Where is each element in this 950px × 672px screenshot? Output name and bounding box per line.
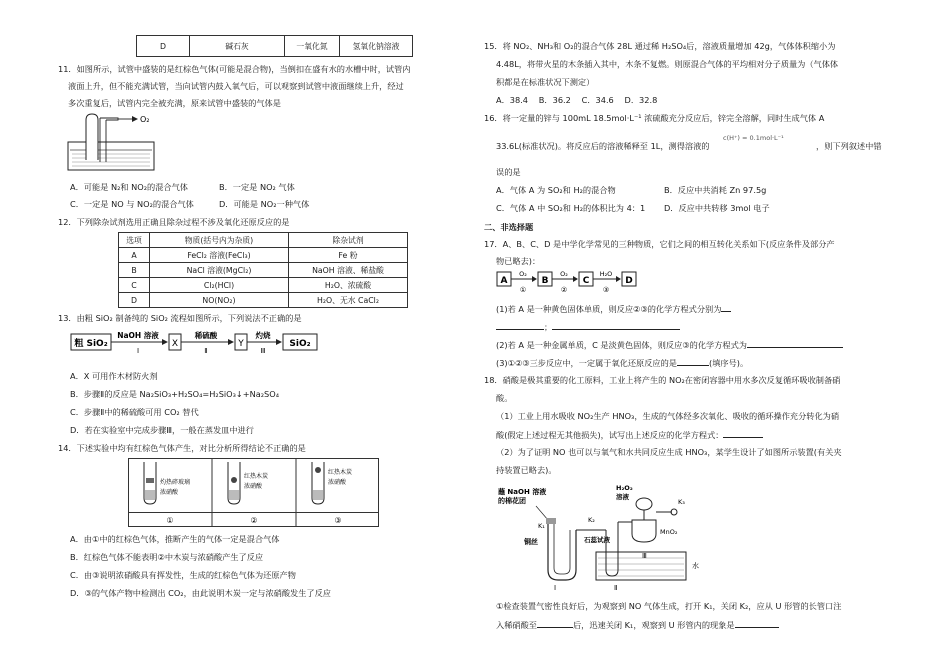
label-mno2: MnO₂	[660, 528, 678, 536]
q17-part3-suffix: (填序号)。	[709, 358, 749, 368]
answer-blank[interactable]	[747, 338, 843, 348]
label-iii: Ⅲ	[642, 552, 647, 560]
q16-option-c: C．气体 A 中 SO₂和 H₂的体积比为 4：1	[496, 203, 646, 213]
q13-flow-diagram	[70, 328, 370, 358]
table-cell: D	[119, 293, 150, 308]
q11-apparatus-figure	[66, 112, 176, 174]
answer-blank[interactable]	[496, 320, 544, 330]
q13-option-c: C．步骤Ⅱ中的稀硫酸可用 CO₂ 替代	[70, 407, 199, 417]
table-cell: 氢氧化钠溶液	[340, 36, 413, 57]
label-solution: 溶液	[616, 493, 629, 501]
chain-c: C	[582, 276, 590, 286]
answer-blank[interactable]	[721, 302, 731, 312]
q11-option-a: A．可能是 N₂和 NO₂的混合气体	[70, 182, 188, 192]
table-row	[137, 36, 413, 57]
label-k3: K₃	[678, 498, 685, 506]
q13-option-d: D．若在实验室中完成步骤Ⅲ，一般在蒸发皿中进行	[70, 425, 254, 435]
answer-blank[interactable]	[677, 356, 709, 366]
flow-reagent-1: NaOH 溶液	[117, 331, 159, 340]
table-cell: NaOH 溶液、稀盐酸	[289, 263, 408, 278]
chain-h2o: H₂O	[599, 270, 613, 278]
q16-line1: 16．将一定量的锌与 100mL 18.5mol·L⁻¹ 浓硫酸充分反应后，锌完全溶解，同时生成气体 A	[484, 113, 825, 123]
q13-stem: 13．由粗 SiO₂ 制备纯的 SiO₂ 流程如图所示，下列说法不正确的是	[58, 313, 302, 323]
q17-line1: 17．A、B、C、D 是中学化学常见的三种物质，它们之间的相互转化关系如下(反应条件及部分产	[484, 239, 835, 249]
chain-step-1: ①	[519, 286, 527, 294]
q10-table-fragment	[136, 35, 413, 57]
answer-blank[interactable]	[735, 618, 779, 628]
fig-number-2: ②	[250, 516, 258, 525]
q18-part2-line2: 持装置已略去)。	[496, 465, 557, 475]
q11-stem-line3: 多次重复后，试管内完全被充满，原来试管中盛装的气体是	[68, 98, 281, 108]
right-column	[484, 0, 884, 672]
flow-step-3: Ⅲ	[260, 347, 266, 355]
chain-b: B	[541, 276, 549, 286]
table-cell: FeCl₂ 溶液(FeCl₃)	[150, 248, 289, 263]
table-row	[119, 248, 408, 263]
table-row	[119, 278, 408, 293]
flow-start-label: 粗 SiO₂	[74, 339, 108, 349]
q17-part1-text: (1)若 A 是一种黄色固体单质，则反应②③的化学方程式分别为	[496, 304, 722, 314]
q16-formula: c(H⁺) = 0.1mol·L⁻¹	[723, 134, 784, 142]
q16-line2b: ，则下列叙述中错	[816, 141, 882, 151]
q18-part1-line1: （1）工业上用水吸收 NO₂生产 HNO₃，生成的气体经多次氧化、吸收的循环操作充分转化为硝	[496, 411, 840, 421]
q11-option-c: C．一定是 NO 与 NO₂的混合气体	[70, 199, 194, 209]
table-cell: B	[119, 263, 150, 278]
table-cell: A	[119, 248, 150, 263]
q13-option-b: B．步骤Ⅱ的反应是 Na₂SiO₃+H₂SO₄=H₂SiO₃↓+Na₂SO₄	[70, 389, 279, 399]
answer-blank[interactable]	[552, 320, 680, 330]
flow-box-y: Y	[238, 339, 244, 349]
q15-options: A．38.4 B．36.2 C．34.6 D．32.8	[496, 95, 658, 105]
table-header-row	[119, 233, 408, 248]
q18-part1-line2	[496, 428, 763, 441]
q14-option-a: A．由①中的红棕色气体，推断产生的气体一定是混合气体	[70, 534, 280, 544]
table-cell: H₂O、浓硫酸	[289, 278, 408, 293]
answer-blank[interactable]	[537, 618, 573, 628]
q16-line3: 误的是	[496, 167, 521, 177]
q11-stem-line2: 液面上升，但不能充满试管，当向试管内鼓入氧气后，可以观察到试管中液面继续上升，经过	[68, 81, 404, 91]
flow-end-label: SiO₂	[289, 339, 311, 349]
flow-reagent-3: 灼烧	[255, 331, 271, 340]
flow-step-1: Ⅰ	[136, 347, 140, 355]
q11-option-b: B．一定是 NO₂ 气体	[219, 182, 295, 192]
q14-option-c: C．由③说明浓硝酸具有挥发性，生成的红棕色气体为还原产物	[70, 570, 296, 580]
q15-line1: 15．将 NO₂、NH₃和 O₂的混合气体 28L 通过稀 H₂SO₄后，溶液质量增加 42g，气体体积缩小为	[484, 41, 836, 51]
q17-part2-text: (2)若 A 是一种金属单质，C 是淡黄色固体，则反应③的化学方程式为	[496, 340, 747, 350]
table-cell: NaCl 溶液(MgCl₂)	[150, 263, 289, 278]
q17-part2	[496, 338, 843, 351]
q17-line2: 物已略去)：	[496, 256, 541, 266]
table-cell: C	[119, 278, 150, 293]
q18-part3-text: 入稀硝酸至	[496, 620, 537, 630]
q15-line3: 积都是在标准状况下测定）	[496, 77, 595, 87]
q18-part3-text-2: 后，迅速关闭 K₁，观察到 U 形管内的现象是	[572, 620, 735, 630]
table-cell: 碱石灰	[190, 36, 285, 57]
o2-label: O₂	[140, 115, 150, 124]
chain-step-3: ③	[602, 286, 610, 294]
fig1-label-1: 灼热碎玻璃	[160, 479, 191, 486]
q12-stem: 12．下列除杂试剂选用正确且除杂过程不涉及氧化还原反应的是	[58, 217, 290, 227]
label-cotton: 的棉花团	[498, 497, 526, 505]
table-row	[119, 293, 408, 308]
fig2-label-1: 红热木炭	[244, 473, 269, 480]
left-column	[58, 0, 453, 672]
table-row	[119, 263, 408, 278]
q16-option-d: D．反应中共转移 3mol 电子	[664, 203, 770, 213]
chain-a: A	[500, 276, 508, 286]
table-cell: D	[137, 36, 190, 57]
label-cu-wire: 铜丝	[524, 538, 538, 546]
label-k1: K₁	[538, 522, 545, 530]
q18-part2-line1: （2）为了证明 NO 也可以与氧气和水共同反应生成 HNO₃，某学生设计了如图所示装置(有关夹	[496, 447, 842, 457]
q17-part3	[496, 356, 748, 369]
label-ii: Ⅱ	[614, 584, 618, 592]
label-water: 水	[692, 562, 699, 570]
q18-part1-text: 酸(假定上述过程无其他损失)，试写出上述反应的化学方程式：	[496, 430, 724, 440]
q17-part3-text: (3)①②③三步反应中，一定属于氧化还原反应的是	[496, 358, 677, 368]
q17-part1	[496, 302, 731, 315]
chain-o2-2: O₂	[560, 270, 568, 278]
fig1-label-2: 浓硝酸	[160, 489, 179, 496]
table-cell: Cl₂(HCl)	[150, 278, 289, 293]
q14-option-d: D．③的气体产物中检测出 CO₂，由此说明木炭一定与浓硝酸发生了反应	[70, 588, 331, 598]
label-litmus: 石蕊试液	[584, 536, 610, 544]
fig-number-3: ③	[334, 516, 342, 525]
column-header: 选项	[119, 233, 150, 248]
q11-option-d: D．可能是 NO₂一种气体	[219, 199, 310, 209]
q13-option-a: A．X 可用作木材防火剂	[70, 371, 158, 381]
q18-apparatus-figure	[496, 482, 756, 592]
answer-blank[interactable]	[723, 428, 763, 438]
semicolon: ；	[544, 322, 553, 332]
q14-stem: 14．下述实验中均有红棕色气体产生，对比分析所得结论不正确的是	[58, 443, 306, 453]
table-cell: NO(NO₂)	[150, 293, 289, 308]
label-i: Ⅰ	[554, 584, 557, 592]
q16-option-a: A．气体 A 为 SO₂和 H₂的混合物	[496, 185, 616, 195]
flow-reagent-2: 稀硫酸	[194, 331, 218, 340]
table-cell: 一氧化氮	[285, 36, 340, 57]
fig3-label-2: 浓硝酸	[328, 479, 347, 486]
chain-o2-1: O₂	[519, 270, 527, 278]
q18-line2: 酸。	[496, 393, 513, 403]
column-header: 除杂试剂	[289, 233, 408, 248]
q12-table	[118, 232, 408, 308]
q18-part3-line2	[496, 618, 779, 631]
label-k2: K₂	[588, 516, 595, 524]
q16-option-b: B．反应中共消耗 Zn 97.5g	[664, 185, 767, 195]
label-h2o2: H₂O₂	[616, 484, 633, 492]
q11-stem-line1: 11．如图所示，试管中盛装的是红棕色气体(可能是混合物)，当倒扣在盛有水的水槽中时，试管内	[58, 64, 411, 74]
table-cell: H₂O、无水 CaCl₂	[289, 293, 408, 308]
column-header: 物质(括号内为杂质)	[150, 233, 289, 248]
flow-box-x: X	[171, 339, 179, 349]
label-naoh: 蘸 NaOH 溶液	[498, 488, 547, 496]
fig2-label-2: 浓硝酸	[244, 483, 263, 490]
q14-option-b: B．红棕色气体不能表明②中木炭与浓硝酸产生了反应	[70, 552, 264, 562]
q17-chain-diagram	[496, 268, 646, 294]
table-cell: Fe 粉	[289, 248, 408, 263]
q17-part1-answers	[496, 320, 680, 333]
q14-experiments-figure	[128, 458, 380, 528]
fig-number-1: ①	[166, 516, 174, 525]
chain-step-2: ②	[560, 286, 568, 294]
flow-step-2: Ⅱ	[204, 347, 208, 355]
section-heading: 二、非选择题	[484, 222, 534, 232]
chain-d: D	[625, 276, 633, 286]
fig3-label-1: 红热木炭	[328, 469, 353, 476]
q15-line2: 4.48L，将带火星的木条插入其中，木条不复燃。则原混合气体的平均相对分子质量为（气体体	[496, 59, 839, 69]
q18-part3-line1: ①检查装置气密性良好后，为观察到 NO 气体生成，打开 K₁，关闭 K₂，应从 U 形管的长管口注	[496, 601, 842, 611]
q18-line1: 18．硝酸是极其重要的化工原料，工业上将产生的 NO₂在密闭容器中用水多次反复循环吸收制备硝	[484, 375, 841, 385]
q16-line2a: 33.6L(标准状况)。将反应后的溶液稀释至 1L，测得溶液的	[496, 141, 710, 151]
